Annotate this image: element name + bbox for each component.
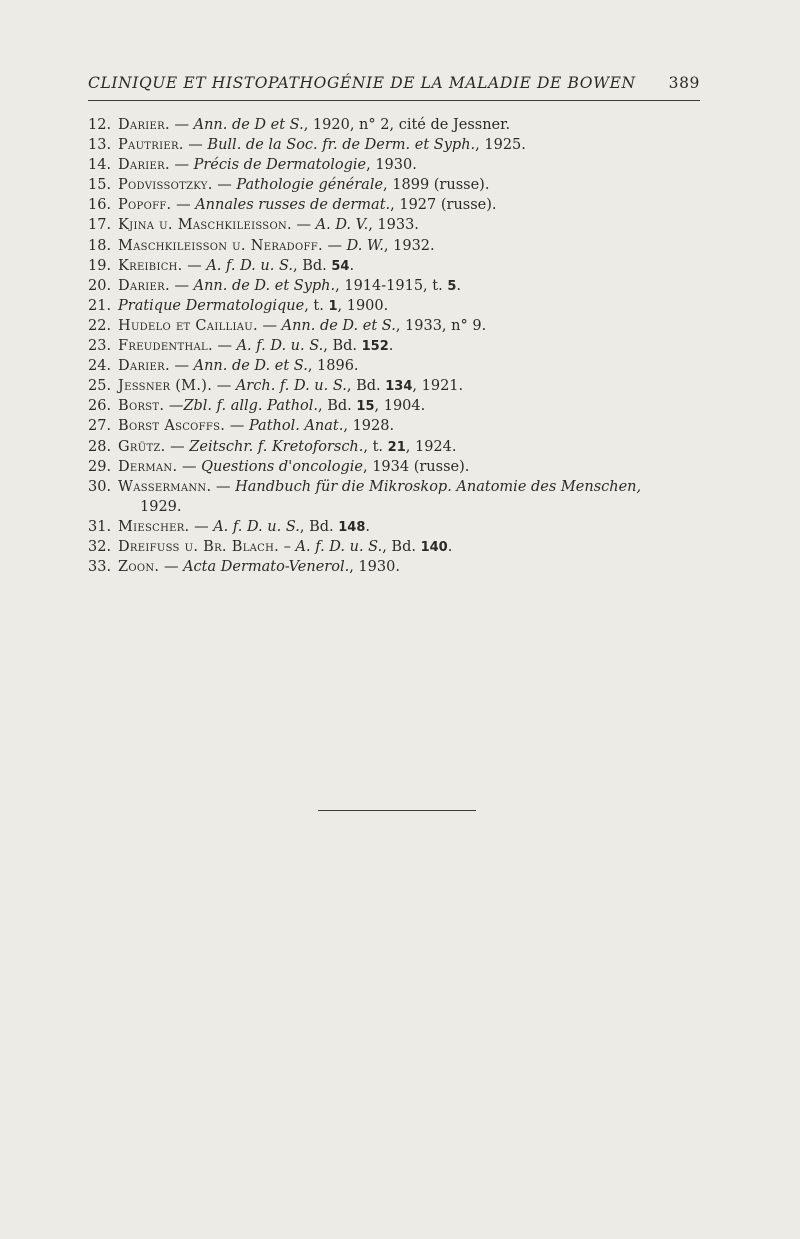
reference-detail-end: , 1900. (337, 297, 389, 314)
reference-detail-end: . (349, 257, 355, 274)
reference-author: Freudenthal. (118, 338, 213, 355)
reference-detail: , 1920, n° 2, cité de Jessner. (303, 117, 511, 133)
reference-number: 26. (88, 398, 112, 415)
reference-author: Kjina u. Maschkileisson. (118, 217, 292, 234)
reference-body (118, 396, 700, 417)
reference-author: Grütz. (118, 438, 166, 455)
reference-separator: — (171, 197, 196, 214)
reference-number: 27. (88, 418, 112, 435)
reference-author: Borst. (118, 398, 165, 415)
reference-title: Pathol. Anat. (248, 418, 344, 435)
reference-list (88, 115, 700, 577)
reference-number: 24. (88, 358, 112, 375)
running-header (88, 70, 700, 96)
reference-number: 32. (88, 538, 112, 555)
reference-author: Derman. (118, 458, 178, 475)
reference-title: Ann. de D. et S. (193, 358, 308, 375)
reference-body (118, 256, 700, 277)
reference-number: 29. (88, 458, 112, 475)
reference-detail-end: . (388, 338, 394, 355)
reference-detail-end: . (447, 538, 453, 555)
reference-title: Précis de Dermatologie (193, 157, 367, 174)
reference-title: Pathologie générale (236, 177, 384, 194)
reference-number: 15. (88, 177, 112, 194)
end-rule (318, 810, 476, 811)
reference-number: 28. (88, 438, 112, 455)
reference-number: 30. (88, 478, 112, 495)
reference-item (88, 517, 700, 537)
reference-item (88, 477, 700, 517)
reference-title: Ann. de D et S. (193, 117, 304, 133)
reference-volume: 152 (361, 339, 389, 355)
reference-title: Zeitschr. f. Kretoforsch. (189, 438, 364, 455)
reference-body (118, 115, 700, 135)
reference-item (88, 256, 700, 276)
reference-number: 25. (88, 378, 112, 395)
reference-volume: 134 (385, 379, 413, 395)
reference-item (88, 396, 700, 416)
reference-author: Hudelo et Cailliau. (118, 317, 258, 334)
reference-number: 21. (88, 297, 112, 314)
reference-detail: , t. (304, 297, 329, 314)
reference-separator: — (165, 438, 190, 455)
reference-detail: , Bd. (346, 378, 386, 395)
reference-detail: , Bd. (292, 257, 332, 274)
reference-item (88, 135, 700, 155)
reference-separator: — (169, 117, 194, 133)
reference-volume: 15 (356, 399, 375, 415)
reference-number: 23. (88, 338, 112, 355)
reference-volume: 1 (328, 298, 338, 314)
reference-body (118, 336, 700, 357)
reference-detail: , 1932. (383, 237, 435, 254)
reference-separator: — (182, 257, 207, 274)
reference-number: 33. (88, 559, 112, 576)
reference-volume: 148 (338, 519, 366, 535)
reference-number: 31. (88, 518, 112, 535)
reference-title: Zbl. f. allg. Pathol. (183, 398, 319, 415)
reference-item (88, 296, 700, 316)
reference-title: A. f. D. u. S. (206, 257, 293, 274)
reference-detail-end: . (365, 518, 370, 535)
reference-title: A. D. V. (315, 217, 369, 234)
reference-number: 16. (88, 197, 112, 214)
reference-author: Jessner (M.). (118, 378, 213, 395)
reference-author: Maschkileisson u. Neradoff. (118, 237, 323, 254)
reference-continuation: 1929. (140, 498, 182, 515)
reference-body (118, 155, 700, 175)
reference-separator: — (169, 157, 194, 174)
reference-separator: — (169, 358, 194, 375)
reference-separator: — (322, 237, 347, 254)
reference-number: 19. (88, 257, 112, 274)
reference-detail: , 1914-1915, t. (335, 277, 448, 294)
reference-detail: , 1925. (475, 137, 526, 154)
reference-detail: , 1934 (russe). (362, 458, 470, 475)
reference-item (88, 316, 700, 336)
reference-detail-end: . (456, 277, 461, 294)
reference-volume: 140 (420, 539, 448, 555)
reference-item (88, 457, 700, 477)
reference-detail: , 1928. (343, 418, 395, 435)
reference-title: A. f. D. u. S. (213, 518, 300, 535)
reference-body (118, 477, 700, 517)
reference-separator: — (183, 137, 208, 154)
reference-separator: — (225, 418, 249, 435)
reference-body (118, 376, 700, 397)
reference-number: 20. (88, 277, 112, 294)
reference-author: Popoff. (118, 197, 172, 214)
reference-separator: — (212, 378, 236, 395)
reference-separator: — (291, 217, 316, 234)
reference-title: Questions d'oncologie (201, 458, 363, 475)
reference-author: Wassermann. (118, 478, 212, 495)
header-rule (88, 100, 700, 101)
reference-detail-end: , 1921. (412, 378, 464, 395)
reference-item (88, 376, 700, 396)
reference-author: Darier. (118, 117, 170, 133)
reference-author: Darier. (118, 157, 170, 174)
reference-body (118, 135, 700, 155)
reference-body (118, 437, 700, 458)
reference-item (88, 537, 700, 557)
reference-detail: , Bd. (323, 338, 362, 355)
reference-item (88, 356, 700, 376)
reference-detail: , 1930. (349, 559, 400, 576)
reference-body (118, 276, 700, 297)
reference-separator: — (177, 458, 202, 475)
reference-body (118, 236, 700, 256)
reference-detail: , 1933, n° 9. (395, 317, 487, 334)
reference-title: D. W. (346, 237, 384, 254)
reference-item (88, 236, 700, 256)
reference-separator: — (189, 518, 214, 535)
reference-detail: , Bd. (382, 538, 421, 555)
reference-title: Bull. de la Soc. fr. de Derm. et Syph. (207, 137, 476, 154)
reference-number: 13. (88, 137, 112, 154)
reference-author: Dreifuss u. Br. Blach. (118, 538, 280, 555)
reference-title: A. f. D. u. S. (236, 338, 324, 355)
reference-detail: , Bd. (318, 398, 357, 415)
reference-item (88, 336, 700, 356)
running-title: CLINIQUE ET HISTOPATHOGÉNIE DE LA MALADIE DE BOWEN (88, 74, 636, 92)
reference-title: A. f. D. u. S. (295, 538, 383, 555)
reference-title: Handbuch für die Mikroskop. Anatomie des Menschen, (235, 478, 642, 495)
reference-item (88, 195, 700, 215)
reference-number: 14. (88, 157, 112, 174)
reference-number: 18. (88, 237, 112, 254)
reference-number: 22. (88, 317, 112, 334)
reference-item (88, 557, 700, 577)
reference-item (88, 115, 700, 135)
reference-title: Annales russes de dermat. (195, 197, 391, 214)
reference-volume: 54 (331, 258, 350, 274)
reference-body (118, 215, 700, 235)
reference-item (88, 175, 700, 195)
reference-body (118, 517, 700, 538)
reference-body (118, 356, 700, 376)
reference-body (118, 557, 700, 577)
reference-separator: — (212, 177, 237, 194)
reference-detail: , 1927 (russe). (390, 197, 497, 214)
reference-author: Zoon. (118, 559, 160, 576)
reference-separator: — (164, 398, 184, 415)
reference-separator: — (211, 478, 236, 495)
reference-separator: — (169, 277, 194, 294)
reference-author: Podvissotzky. (118, 177, 213, 194)
reference-body (118, 175, 700, 195)
reference-author: Borst Ascoffs. (118, 418, 226, 435)
reference-volume: 21 (387, 439, 406, 455)
reference-detail: , Bd. (299, 518, 339, 535)
reference-body (118, 316, 700, 336)
reference-item (88, 416, 700, 436)
reference-item (88, 155, 700, 175)
reference-author: Pautrier. (118, 137, 184, 154)
reference-number: 12. (88, 117, 112, 133)
reference-body (118, 416, 700, 436)
reference-detail: , 1896. (307, 358, 359, 375)
reference-detail-end: , 1924. (405, 438, 457, 455)
page-number: 389 (668, 74, 700, 92)
reference-detail: , 1930. (366, 157, 417, 174)
reference-title: Ann. de D. et S. (281, 317, 396, 334)
reference-item (88, 215, 700, 235)
reference-body (118, 457, 700, 477)
reference-number: 17. (88, 217, 112, 234)
reference-title: Ann. de D. et Syph. (193, 277, 336, 294)
reference-detail: , 1933. (368, 217, 419, 234)
reference-detail: , t. (363, 438, 388, 455)
reference-body (118, 537, 700, 558)
reference-title: Arch. f. D. u. S. (235, 378, 347, 395)
reference-detail: , 1899 (russe). (383, 177, 490, 194)
reference-title: Pratique Dermatologique (118, 297, 305, 314)
reference-separator: — (212, 338, 237, 355)
reference-title: Acta Dermato-Venerol. (183, 559, 350, 576)
reference-separator: – (279, 538, 296, 555)
reference-author: Miescher. (118, 518, 190, 535)
reference-body (118, 195, 700, 215)
reference-separator: — (257, 317, 282, 334)
reference-item (88, 437, 700, 457)
reference-author: Darier. (118, 358, 170, 375)
reference-author: Kreibich. (118, 257, 183, 274)
reference-body (118, 296, 700, 317)
reference-volume: 5 (447, 278, 457, 294)
reference-detail-end: , 1904. (374, 398, 426, 415)
reference-separator: — (159, 559, 184, 576)
reference-author: Darier. (118, 277, 170, 294)
reference-item (88, 276, 700, 296)
